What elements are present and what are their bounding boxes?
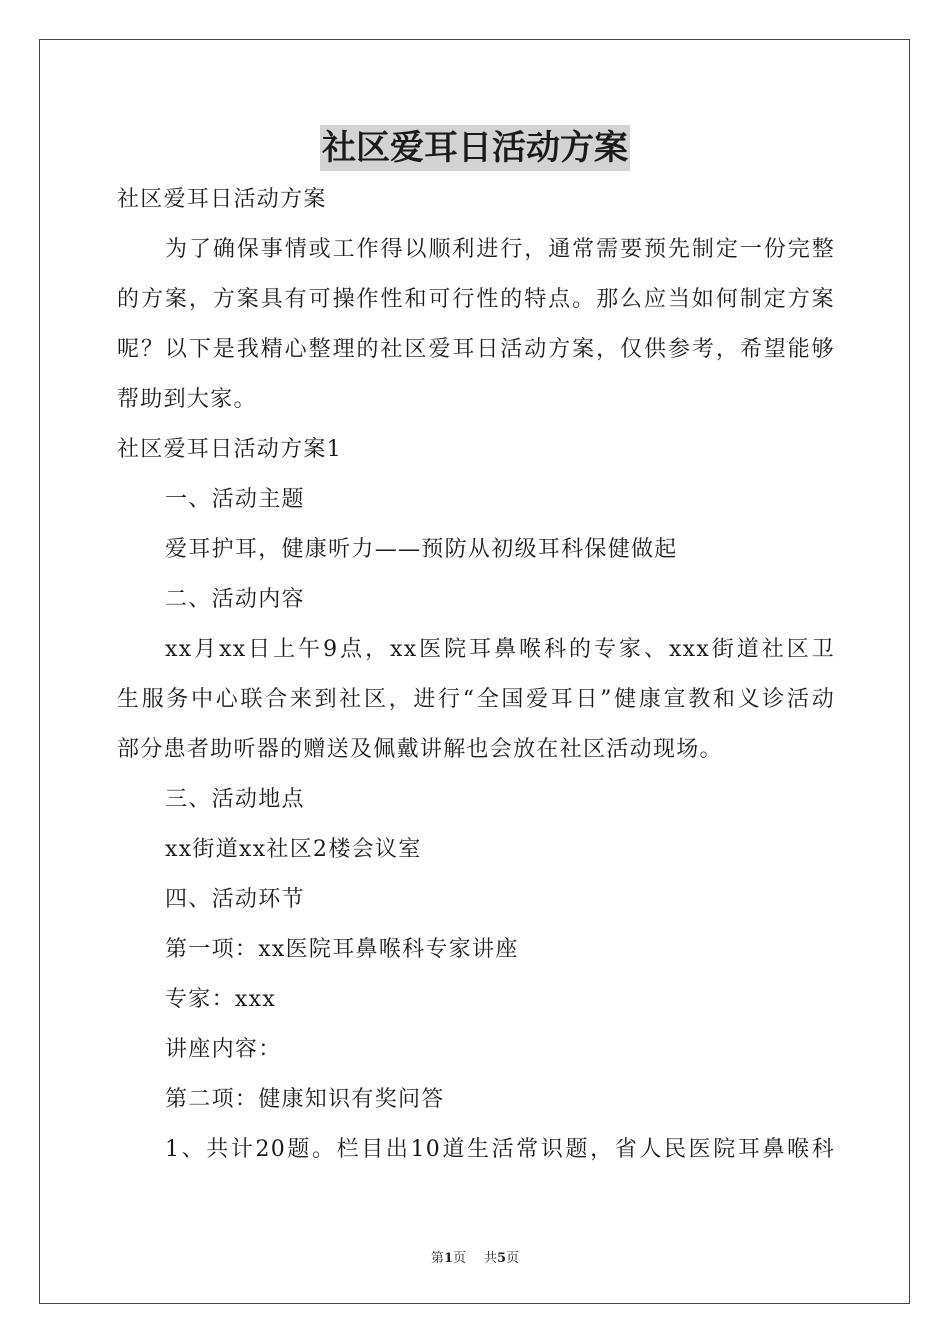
- document-title: 社区爱耳日活动方案: [320, 125, 630, 171]
- item-heading: 三、活动地点: [165, 787, 305, 812]
- paragraph-line: xx月xx日上午9点，xx医院耳鼻喉科的专家、xxx街道社区卫: [165, 637, 835, 662]
- item-heading: 一、活动主题: [165, 487, 305, 512]
- title-container: [0, 125, 950, 171]
- paragraph-line: 讲座内容：: [165, 1037, 282, 1062]
- page-suffix: 页: [452, 1251, 466, 1266]
- total-prefix: 共: [484, 1251, 498, 1266]
- total-pages: 5: [497, 1251, 507, 1266]
- paragraph-line: 的方案，方案具有可操作性和可行性的特点。那么应当如何制定方案: [117, 287, 835, 312]
- paragraph-line: 专家：xxx: [165, 987, 277, 1012]
- page-footer: [0, 1247, 950, 1266]
- subtitle-line: 社区爱耳日活动方案: [117, 187, 327, 212]
- item-heading: 二、活动内容: [165, 587, 305, 612]
- page-prefix: 第: [430, 1251, 444, 1266]
- page-number: 1: [443, 1251, 453, 1266]
- paragraph-line: 第一项：xx医院耳鼻喉科专家讲座: [165, 937, 519, 962]
- section-heading: 社区爱耳日活动方案1: [117, 437, 342, 462]
- paragraph-line: 第二项：健康知识有奖问答: [165, 1087, 445, 1112]
- paragraph-line: 为了确保事情或工作得以顺利进行，通常需要预先制定一份完整: [165, 237, 835, 262]
- paragraph-line: 爱耳护耳，健康听力——预防从初级耳科保健做起: [165, 537, 678, 562]
- total-suffix: 页: [506, 1251, 520, 1266]
- paragraph-line: xx街道xx社区2楼会议室: [165, 837, 422, 862]
- paragraph-line: 帮助到大家。: [117, 387, 257, 412]
- paragraph-line: 1、共计20题。栏目出10道生活常识题，省人民医院耳鼻喉科: [165, 1137, 835, 1162]
- paragraph-line: 生服务中心联合来到社区，进行“全国爱耳日”健康宣教和义诊活动: [117, 687, 835, 712]
- document-body: [117, 175, 835, 1175]
- item-heading: 四、活动环节: [165, 887, 305, 912]
- paragraph-line: 部分患者助听器的赠送及佩戴讲解也会放在社区活动现场。: [117, 737, 723, 762]
- paragraph-line: 呢？以下是我精心整理的社区爱耳日活动方案，仅供参考，希望能够: [117, 337, 835, 362]
